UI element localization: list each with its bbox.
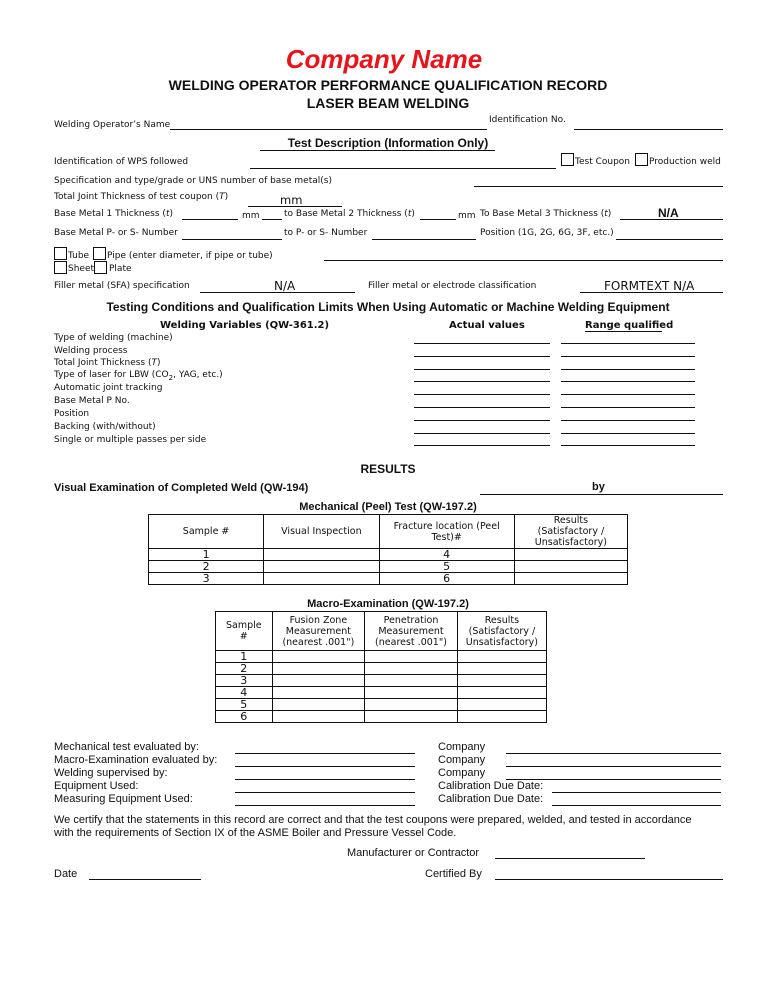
pipe-diameter-field[interactable]: [324, 260, 723, 261]
macro-sample-cell: 2: [216, 663, 273, 675]
macro-fusion-cell[interactable]: [272, 687, 365, 699]
actual-value-field[interactable]: [414, 381, 550, 382]
col-actual-header: Actual values: [449, 320, 525, 331]
range-qualified-field[interactable]: [561, 369, 695, 370]
plate-label: Plate: [109, 264, 132, 274]
bm3-value[interactable]: N/A: [658, 206, 679, 220]
bm3-field: [620, 219, 723, 220]
test-coupon-checkbox[interactable]: [561, 153, 574, 166]
macro-penetration-cell[interactable]: [365, 699, 458, 711]
bm3-close: ): [607, 209, 612, 219]
pipe-label: Pipe (enter diameter, if pipe or tube): [107, 251, 273, 261]
peel-sample-cell: 3: [149, 573, 264, 585]
macro-header-penetration: Penetration Measurement (nearest .001"): [365, 612, 458, 651]
range-qualified-field[interactable]: [561, 407, 695, 408]
cond-row-laser-sub: 2: [168, 373, 174, 382]
signoff-right-field[interactable]: [506, 779, 721, 780]
signoff-company-2-label: Company: [438, 754, 486, 766]
coupon-thickness-field: [248, 206, 342, 207]
bm1-close: ): [169, 209, 173, 219]
date-label: Date: [54, 868, 78, 880]
macro-sample-cell: 6: [216, 711, 273, 723]
cond-row-laser-text: Type of laser for LBW (CO: [54, 370, 169, 380]
cond-row-thickness: [54, 358, 161, 368]
peel-fracture-cell: 5: [379, 561, 514, 573]
cond-row-laser: [54, 370, 223, 382]
peel-row: [149, 549, 628, 561]
filler-class-field: [580, 292, 723, 293]
bm1-field-2: [262, 219, 282, 220]
macro-result-cell[interactable]: [457, 651, 546, 663]
sheet-label: Sheet: [68, 264, 95, 274]
macro-result-cell[interactable]: [457, 699, 546, 711]
cond-row-laser-rest: , YAG, etc.): [173, 370, 223, 380]
actual-value-field[interactable]: [414, 433, 550, 434]
conditions-heading: Testing Conditions and Qualification Limits When Using Automatic or Machine Welding Equipment: [106, 300, 670, 314]
pno-label: Base Metal P- or S- Number: [54, 228, 178, 238]
bm2-text: to Base Metal 2 Thickness (: [284, 209, 408, 219]
signoff-mech-label: Mechanical test evaluated by:: [54, 741, 199, 753]
macro-fusion-cell[interactable]: [272, 711, 365, 723]
form-subtitle: LASER BEAM WELDING: [306, 95, 470, 111]
macro-fusion-cell[interactable]: [272, 651, 365, 663]
macro-fusion-cell[interactable]: [272, 663, 365, 675]
coupon-thickness-T: T: [219, 192, 225, 202]
bm1-t: t: [165, 209, 170, 219]
peel-fracture-cell: 6: [379, 573, 514, 585]
peel-visual-cell[interactable]: [264, 549, 379, 561]
range-qualified-field[interactable]: [561, 433, 695, 434]
bm2-label: [284, 209, 415, 219]
plate-checkbox[interactable]: [94, 261, 107, 274]
macro-penetration-cell[interactable]: [365, 687, 458, 699]
signoff-macro-label: Macro-Examination evaluated by:: [54, 754, 218, 766]
bm1-label: [54, 209, 173, 219]
range-qualified-field[interactable]: [561, 343, 695, 344]
pno2-field[interactable]: [372, 239, 476, 240]
actual-value-field[interactable]: [414, 356, 550, 357]
signoff-measuring-label: Measuring Equipment Used:: [54, 793, 193, 805]
macro-sample-cell: 4: [216, 687, 273, 699]
certified-by-field[interactable]: [495, 879, 723, 880]
cond-row-pno: Base Metal P No.: [54, 396, 130, 406]
actual-value-field[interactable]: [414, 343, 550, 344]
spec-field[interactable]: [474, 186, 723, 187]
macro-header-fusion: Fusion Zone Measurement (nearest .001"): [272, 612, 365, 651]
macro-result-cell[interactable]: [457, 663, 546, 675]
bm2-t: t: [407, 209, 412, 219]
operator-name-label: Welding Operator’s Name: [54, 120, 171, 130]
range-qualified-field[interactable]: [561, 420, 695, 421]
production-weld-checkbox[interactable]: [635, 153, 648, 166]
visual-exam-label: Visual Examination of Completed Weld (QW-194): [54, 482, 309, 494]
range-qualified-field[interactable]: [561, 356, 695, 357]
macro-row: [216, 699, 547, 711]
cond-row-thickness-close: ): [157, 358, 161, 368]
visual-exam-by-label: by: [592, 481, 605, 493]
peel-test-heading: Mechanical (Peel) Test (QW-197.2): [299, 501, 477, 513]
pipe-checkbox[interactable]: [93, 247, 106, 260]
identification-no-label: Identification No.: [489, 115, 566, 125]
peel-visual-cell[interactable]: [264, 561, 379, 573]
cond-row-thickness-T: T: [151, 358, 157, 368]
cond-row-passes: Single or multiple passes per side: [54, 435, 207, 445]
bm3-text: To Base Metal 3 Thickness (: [480, 209, 605, 219]
range-qualified-field[interactable]: [561, 445, 695, 446]
peel-header-results: Results (Satisfactory / Unsatisfactory): [514, 515, 627, 549]
filler-class-value[interactable]: FORMTEXT N/A: [604, 279, 695, 293]
signoff-left-field[interactable]: [235, 766, 415, 767]
macro-penetration-cell[interactable]: [365, 651, 458, 663]
macro-sample-cell: 1: [216, 651, 273, 663]
test-description-heading: Test Description (Information Only): [287, 136, 489, 150]
signoff-left-field[interactable]: [235, 779, 415, 780]
certify-line-2: with the requirements of Section IX of the ASME Boiler and Pressure Vessel Code.: [54, 827, 457, 839]
coupon-thickness-label: [54, 192, 228, 202]
operator-name-field[interactable]: [170, 129, 487, 130]
signoff-left-field[interactable]: [235, 805, 415, 806]
signoff-right-field[interactable]: [552, 805, 721, 806]
col-variables-header: Welding Variables (QW-361.2): [160, 320, 330, 331]
position-field[interactable]: [616, 239, 723, 240]
production-weld-label: Production weld: [649, 157, 721, 167]
peel-header-fracture: Fracture location (Peel Test)#: [379, 515, 514, 549]
cond-row-position: Position: [54, 409, 90, 419]
macro-fusion-cell[interactable]: [272, 675, 365, 687]
col-range-underline: [585, 331, 662, 332]
actual-value-field[interactable]: [414, 420, 550, 421]
macro-sample-cell: 5: [216, 699, 273, 711]
macro-heading: Macro-Examination (QW-197.2): [307, 598, 469, 610]
macro-header-results: Results (Satisfactory / Unsatisfactory): [457, 612, 546, 651]
cond-row-backing: Backing (with/without): [54, 422, 156, 432]
macro-sample-cell: 3: [216, 675, 273, 687]
identification-no-field[interactable]: [574, 129, 723, 130]
actual-value-field[interactable]: [414, 369, 550, 370]
peel-result-cell[interactable]: [514, 573, 627, 585]
macro-row: [216, 651, 547, 663]
macro-row: [216, 663, 547, 675]
macro-table: [215, 611, 547, 723]
signoff-calibration-2-label: Calibration Due Date:: [438, 793, 544, 805]
filler-spec-value[interactable]: N/A: [274, 279, 296, 293]
macro-header-sample: Sample #: [216, 612, 273, 651]
macro-result-cell[interactable]: [457, 711, 546, 723]
test-coupon-label: Test Coupon: [575, 157, 631, 167]
peel-sample-cell: 2: [149, 561, 264, 573]
peel-row: [149, 573, 628, 585]
pno-field[interactable]: [182, 239, 282, 240]
range-qualified-field[interactable]: [561, 394, 695, 395]
signoff-left-field[interactable]: [235, 792, 415, 793]
wps-field[interactable]: [250, 168, 556, 169]
signoff-company-3-label: Company: [438, 767, 486, 779]
macro-row: [216, 711, 547, 723]
filler-class-label: Filler metal or electrode classification: [368, 281, 537, 291]
signoff-right-field[interactable]: [552, 792, 721, 793]
bm1-unit: mm: [242, 211, 260, 221]
tube-checkbox[interactable]: [54, 247, 67, 260]
certify-line-1: We certify that the statements in this record are correct and that the test coupons were prepared, welded, and tested in accordance: [54, 814, 692, 826]
bm2-close: ): [411, 209, 415, 219]
manufacturer-field[interactable]: [495, 858, 645, 859]
peel-visual-cell[interactable]: [264, 573, 379, 585]
signoff-equipment-label: Equipment Used:: [54, 780, 139, 792]
coupon-thickness-text: Total Joint Thickness of test coupon (: [54, 192, 220, 202]
test-description-rule: [260, 150, 495, 151]
range-qualified-field[interactable]: [561, 381, 695, 382]
peel-row: [149, 561, 628, 573]
actual-value-field[interactable]: [414, 445, 550, 446]
peel-sample-cell: 1: [149, 549, 264, 561]
signoff-company-1-label: Company: [438, 741, 486, 753]
results-heading: RESULTS: [360, 462, 416, 476]
bm3-label: [480, 209, 611, 219]
bm1-text: Base Metal 1 Thickness (: [54, 209, 166, 219]
actual-value-field[interactable]: [414, 394, 550, 395]
bm2-unit: mm: [458, 211, 476, 221]
macro-penetration-cell[interactable]: [365, 663, 458, 675]
position-label: Position (1G, 2G, 6G, 3F, etc.): [480, 228, 614, 238]
macro-penetration-cell[interactable]: [365, 675, 458, 687]
signoff-left-field[interactable]: [235, 753, 415, 754]
filler-spec-field: [200, 292, 355, 293]
sheet-checkbox[interactable]: [54, 261, 67, 274]
signoff-right-field[interactable]: [506, 753, 721, 754]
signoff-right-field[interactable]: [506, 766, 721, 767]
macro-fusion-cell[interactable]: [272, 699, 365, 711]
macro-row: [216, 675, 547, 687]
filler-spec-label: Filler metal (SFA) specification: [54, 281, 190, 291]
manufacturer-label: Manufacturer or Contractor: [347, 847, 480, 859]
peel-fracture-cell: 4: [379, 549, 514, 561]
peel-result-cell[interactable]: [514, 549, 627, 561]
cond-row-process: Welding process: [54, 346, 128, 356]
macro-result-cell[interactable]: [457, 675, 546, 687]
pno2-label: to P- or S- Number: [284, 228, 368, 238]
certified-by-label: Certified By: [425, 868, 482, 880]
coupon-thickness-close: ): [224, 192, 229, 202]
cond-row-type: Type of welding (machine): [54, 333, 173, 343]
date-field[interactable]: [89, 879, 201, 880]
bm3-t: t: [604, 209, 608, 219]
visual-exam-field[interactable]: [480, 494, 723, 495]
bm2-field[interactable]: [420, 219, 456, 220]
spec-label: Specification and type/grade or UNS number of base metal(s): [54, 176, 332, 186]
macro-result-cell[interactable]: [457, 687, 546, 699]
peel-result-cell[interactable]: [514, 561, 627, 573]
bm1-field[interactable]: [182, 219, 238, 220]
macro-row: [216, 687, 547, 699]
peel-header-visual: Visual Inspection: [264, 515, 379, 549]
peel-header-sample: Sample #: [149, 515, 264, 549]
cond-row-tracking: Automatic joint tracking: [54, 383, 163, 393]
tube-label: Tube: [68, 251, 90, 261]
peel-test-table: [148, 514, 628, 585]
col-range-header: Range qualified: [585, 320, 674, 331]
wps-label: Identification of WPS followed: [54, 157, 189, 167]
signoff-calibration-1-label: Calibration Due Date:: [438, 780, 544, 792]
signoff-supervised-label: Welding supervised by:: [54, 767, 168, 779]
coupon-thickness-value[interactable]: mm: [280, 193, 303, 207]
company-name: Company Name: [285, 44, 483, 74]
form-title: WELDING OPERATOR PERFORMANCE QUALIFICATION RECORD: [168, 77, 608, 93]
actual-value-field[interactable]: [414, 407, 550, 408]
macro-penetration-cell[interactable]: [365, 711, 458, 723]
cond-row-thickness-text: Total Joint Thickness (: [54, 358, 152, 368]
